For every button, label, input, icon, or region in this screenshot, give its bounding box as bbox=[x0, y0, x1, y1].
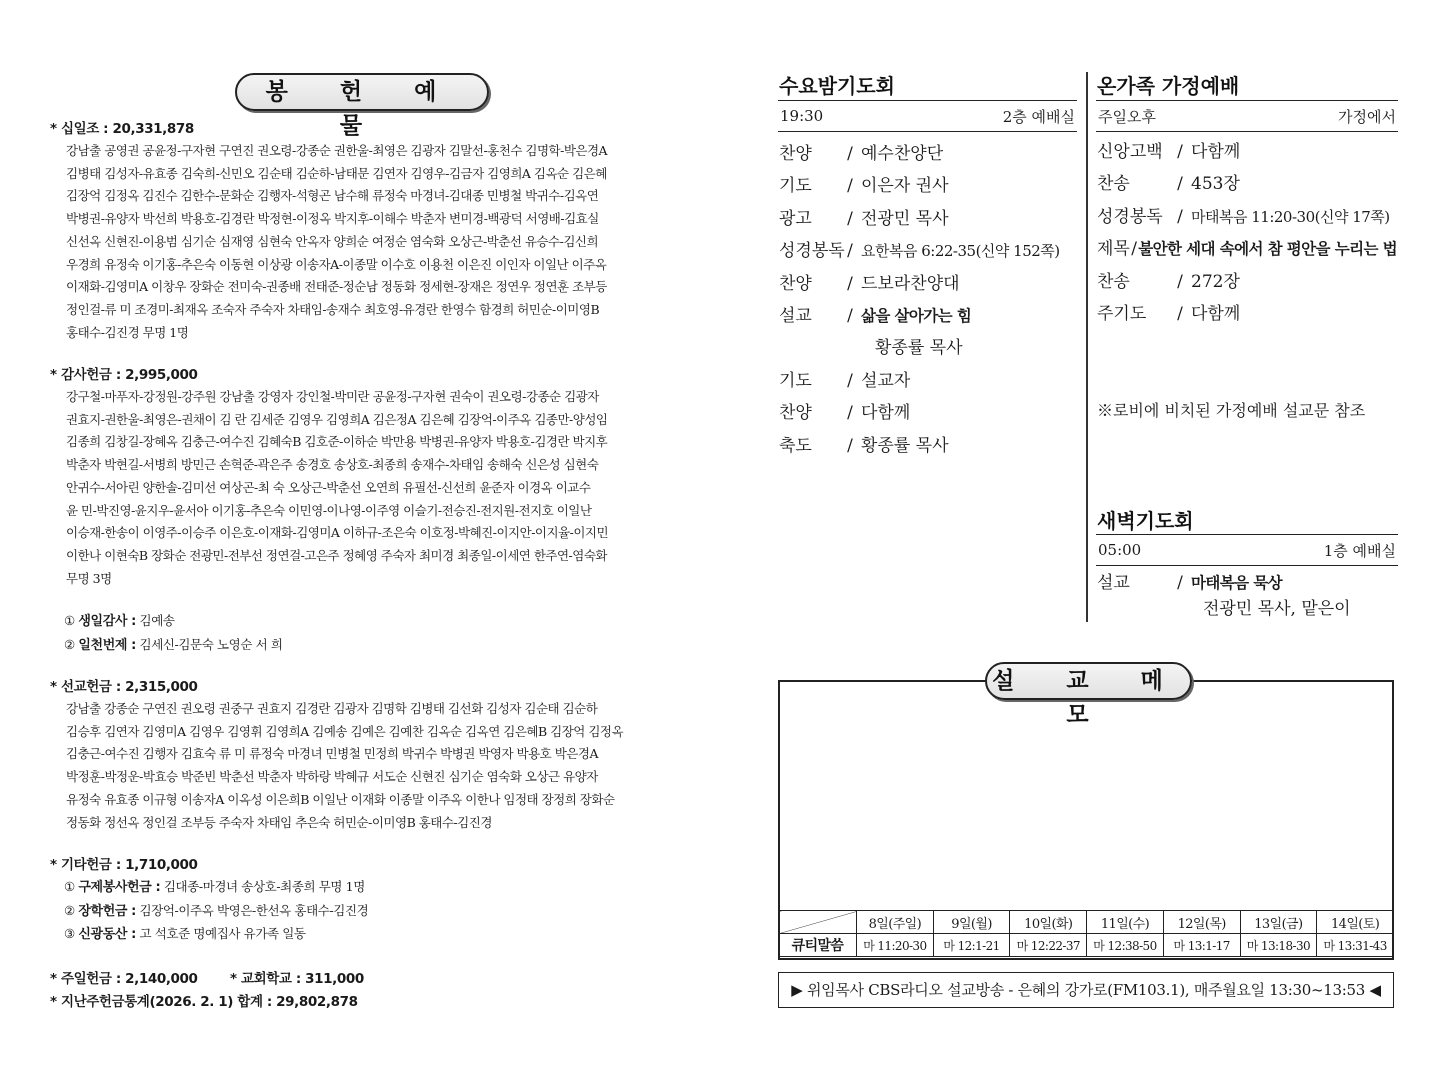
family-worship-place: 가정에서 bbox=[1338, 107, 1396, 126]
wednesday-row-slash: / bbox=[847, 241, 853, 262]
family-worship-note: ※로비에 비치된 가정예배 설교문 참조 bbox=[1097, 401, 1366, 420]
tithe-heading: * 십일조 : 20,331,878 bbox=[50, 121, 194, 137]
family-row bbox=[1097, 201, 1397, 233]
dawn-prayer-program: 설교 / 마태복음 묵상 전광민 목사, 맡은이 bbox=[1097, 570, 1397, 622]
memorial-offering-line: ③ 신광동산 : 고 석호준 명예집사 유가족 일동 bbox=[64, 926, 306, 942]
wednesday-row-value: 설교자 bbox=[861, 370, 911, 391]
family-row-slash: / bbox=[1177, 174, 1183, 195]
wednesday-row-slash: / bbox=[847, 144, 853, 164]
wednesday-program bbox=[779, 138, 1079, 462]
wednesday-row-slash: / bbox=[847, 208, 853, 229]
radio-broadcast-notice: ▶ 위임목사 CBS라디오 설교방송 - 은혜의 강가로(FM103.1), 매주월요일 13:30~13:53 ◀ bbox=[778, 972, 1394, 1008]
wednesday-title: 수요밤기도회 bbox=[779, 74, 895, 98]
dawn-sermon-preacher: 전광민 목사, 맡은이 bbox=[1203, 599, 1351, 619]
qt-reference-cell: 마 12:38-50 bbox=[1087, 934, 1164, 957]
mission-section bbox=[50, 676, 660, 834]
thousand-offering-line: ② 일천번제 : 김세신-김문숙 노영순 서 희 bbox=[64, 636, 283, 653]
wednesday-row-value: 전광민 목사 bbox=[861, 208, 949, 229]
mission-heading: * 선교헌금 : 2,315,000 bbox=[50, 679, 198, 695]
sermon-memo-title: 설 교 메 모 bbox=[985, 662, 1192, 700]
wednesday-row bbox=[779, 397, 1079, 429]
qt-day-cell: 9일(월) bbox=[933, 911, 1010, 934]
wednesday-row-slash: / bbox=[847, 370, 853, 391]
family-row-label: 신앙고백 bbox=[1097, 142, 1163, 162]
wednesday-row-label: 성경봉독 bbox=[779, 241, 845, 262]
family-row-value: 272장 bbox=[1191, 271, 1240, 292]
wednesday-row-value: 드보라찬양대 bbox=[861, 273, 960, 294]
wednesday-row-value: 황종률 목사 bbox=[861, 435, 949, 456]
wednesday-row bbox=[779, 332, 1079, 364]
wednesday-row-slash: / bbox=[847, 176, 853, 197]
wednesday-row-label bbox=[779, 332, 839, 364]
qt-reference-cell: 마 13:18-30 bbox=[1240, 934, 1317, 957]
wednesday-row-value: 예수찬양단 bbox=[861, 144, 944, 164]
wednesday-row-slash: / bbox=[847, 403, 853, 424]
wednesday-row-label: 찬양 bbox=[779, 273, 812, 294]
family-worship-program bbox=[1097, 136, 1397, 330]
qt-reference-cell: 마 12:22-37 bbox=[1010, 934, 1087, 957]
family-row-slash: / bbox=[1131, 239, 1137, 260]
tithe-names: 강남출 공영권 공윤정-구자현 구연진 권오령-강종순 권한울-최영은 김광자 김말선-홍천수 김명학-박은경A 김병태 김성자-유효종 김숙희-신민오 김순태 김순하-남태문 김연자 김영우-김금자 김영희A 김옥순 김은혜 김장억 김정옥 김진수 김한수-문화순 김행자-석형곤 남수해 류정숙 마경녀-김대종 민병철 박귀수-김옥연 박병권-유양자 박선희 박용호-김경란 박정현-이정옥 박지후-이해수 박춘자 변미경-백광덕 서영배-김효실 신선옥 신현진-이용범 심기순 심재영 심현숙 안옥자 양희순 여정순 염숙화 오상근-박춘선 유승수-김신희 우경희 유정숙 이기홍-추은숙 이동현 이상광 이송자A-이종말 이수호 이용천 이은진 이인자 이일난 이주옥 이재화-김영미A 이창우 장화순 전미숙-권종배 전태준-정순남 정동화 정세현-장재은 정연우 정연훈 조부등 정인걸-류 미 조경미-최재옥 조숙자 주숙자 차태임-송재수 최호영-유경란 한영수 함경희 허민순-이미영B 홍태수-김진경 무명 1명 bbox=[66, 143, 608, 340]
wednesday-time: 19:30 bbox=[780, 107, 824, 125]
wednesday-row-label: 찬양 bbox=[779, 403, 812, 424]
wednesday-row bbox=[779, 430, 1079, 462]
family-row bbox=[1097, 266, 1397, 298]
wednesday-row-label: 찬양 bbox=[779, 144, 812, 164]
wednesday-row bbox=[779, 235, 1079, 267]
family-row-label: 제목 bbox=[1097, 239, 1130, 260]
wednesday-row-value: 황종률 목사 bbox=[875, 338, 963, 359]
family-row bbox=[1097, 168, 1397, 200]
family-row bbox=[1097, 136, 1397, 168]
wednesday-meta bbox=[778, 100, 1077, 132]
qt-label: 큐티말씀 bbox=[779, 934, 857, 957]
qt-corner-cell bbox=[779, 911, 857, 934]
wednesday-row-slash: / bbox=[847, 273, 853, 294]
wednesday-row-value: 다함께 bbox=[861, 403, 911, 424]
family-row-value: 453장 bbox=[1191, 174, 1240, 195]
wednesday-row bbox=[779, 138, 1079, 170]
wednesday-row-value: 삶을 살아가는 힘 bbox=[861, 306, 972, 325]
family-row-slash: / bbox=[1177, 271, 1183, 292]
qt-day-cell: 11일(수) bbox=[1087, 911, 1164, 934]
family-row-slash: / bbox=[1177, 206, 1183, 227]
wednesday-row-label: 기도 bbox=[779, 176, 812, 197]
dawn-prayer-title: 새벽기도회 bbox=[1097, 509, 1194, 533]
wednesday-row-slash: / bbox=[847, 435, 853, 456]
family-row-value: 다함께 bbox=[1191, 142, 1241, 162]
family-row-value: 다함께 bbox=[1191, 303, 1241, 324]
family-row-slash: / bbox=[1177, 303, 1183, 324]
qt-day-cell: 13일(금) bbox=[1240, 911, 1317, 934]
dawn-sermon-topic: 마태복음 묵상 bbox=[1191, 574, 1283, 592]
wednesday-row bbox=[779, 268, 1079, 300]
dawn-prayer-place: 1층 예배실 bbox=[1323, 541, 1396, 560]
wednesday-row-label: 설교 bbox=[779, 305, 812, 326]
qt-reference-cell: 마 11:20-30 bbox=[857, 934, 934, 957]
qt-day-cell: 10일(화) bbox=[1010, 911, 1087, 934]
family-row-label: 성경봉독 bbox=[1097, 206, 1163, 227]
other-heading: * 기타헌금 : 1,710,000 bbox=[50, 857, 198, 873]
birthday-thanks-line: ① 생일감사 : 김예송 bbox=[64, 613, 175, 630]
column-divider bbox=[1086, 72, 1088, 622]
other-section bbox=[50, 854, 660, 947]
family-row bbox=[1097, 233, 1397, 265]
scholarship-offering-line: ② 장학헌금 : 김장억-이주옥 박영은-한선옥 홍태수-김진경 bbox=[64, 902, 369, 919]
dawn-prayer-time: 05:00 bbox=[1098, 541, 1142, 559]
qt-day-cell: 8일(주일) bbox=[857, 911, 934, 934]
wednesday-place: 2층 예배실 bbox=[1002, 107, 1075, 126]
wednesday-row-label: 축도 bbox=[779, 435, 812, 456]
qt-day-cell: 14일(토) bbox=[1317, 911, 1394, 934]
wednesday-row-slash bbox=[839, 332, 861, 364]
family-row-value: 마태복음 11:20-30(신약 17쪽) bbox=[1191, 207, 1390, 226]
family-row-slash: / bbox=[1177, 142, 1183, 162]
family-row bbox=[1097, 298, 1397, 330]
dawn-sermon-label: 설교 bbox=[1097, 573, 1130, 593]
thanks-heading: * 감사헌금 : 2,995,000 bbox=[50, 367, 198, 383]
qt-reference-cell: 마 13:1-17 bbox=[1163, 934, 1240, 957]
relief-offering-line: ① 구제봉사헌금 : 김대종-마경녀 송상호-최종희 무명 1명 bbox=[64, 879, 365, 895]
tithe-section bbox=[50, 118, 660, 344]
last-week-total: * 지난주헌금통계(2026. 2. 1) 합계 : 29,802,878 bbox=[50, 994, 358, 1010]
school-offering-total: * 교회학교 : 311,000 bbox=[230, 971, 364, 987]
sunday-offering-total: * 주일헌금 : 2,140,000 bbox=[50, 971, 198, 987]
wednesday-row-value: 이은자 권사 bbox=[861, 176, 949, 197]
wednesday-row bbox=[779, 203, 1079, 235]
family-worship-meta bbox=[1096, 100, 1398, 132]
qt-table bbox=[778, 910, 1394, 957]
qt-refs-row bbox=[779, 934, 1394, 957]
qt-reference-cell: 마 12:1-21 bbox=[933, 934, 1010, 957]
family-row-label: 찬송 bbox=[1097, 271, 1130, 292]
dawn-prayer-meta bbox=[1096, 534, 1398, 566]
family-worship-time: 주일오후 bbox=[1098, 107, 1156, 126]
family-row-label: 찬송 bbox=[1097, 174, 1130, 195]
qt-reference-cell: 마 13:31-43 bbox=[1317, 934, 1394, 957]
family-worship-title: 온가족 가정예배 bbox=[1097, 74, 1240, 98]
wednesday-row-value: 요한복음 6:22-35(신약 152쪽) bbox=[861, 242, 1060, 261]
qt-days-row bbox=[779, 911, 1394, 934]
wednesday-row bbox=[779, 300, 1079, 332]
wednesday-row bbox=[779, 365, 1079, 397]
family-row-value: 불안한 세대 속에서 참 평안을 누리는 법 bbox=[1138, 240, 1397, 259]
family-row-label: 주기도 bbox=[1097, 303, 1147, 324]
thanks-names: 강구철-마푸자-강정원-강주원 강남출 강영자 강인철-박미란 공윤정-구자현 권숙이 권오령-강종순 김광자 권효지-권한울-최영은-권채이 김 란 김세준 김영우 김영희A 김은정A 김은혜 김장억-이주옥 김종만-양성임 김종희 김창길-장혜옥 김충근-여수진 김혜숙B 김호준-이하순 박만용 박병권-유양자 박용호-김경란 박지후 박춘자 박현길-서병희 방민근 손혁준-곽은주 송경호 송상호-최종희 송재수-차태임 송해숙 신은성 심현숙 안귀수-서아린 양한솔-김미선 여상곤-최 숙 오상근-박춘선 오연희 유필선-신선희 윤준자 이경옥 이교수 윤 민-박진영-윤지우-윤서아 이기홍-추은숙 이민영-이나영-이주영 이슬기-전승진-전지원-전지호 이일난 이승재-한송이 이영주-이승주 이은호-이재화-김영미A 이하규-조은숙 이호정-박혜진-이지안-이지율-이지민 이한나 이현숙B 장화순 전광민-전부선 정연걸-고은주 정혜영 주숙자 최미경 최종일-이세연 한주연-염숙화 무명 3명 bbox=[66, 389, 609, 586]
qt-day-cell: 12일(목) bbox=[1163, 911, 1240, 934]
thanks-section bbox=[50, 364, 660, 657]
wednesday-row bbox=[779, 170, 1079, 202]
wednesday-row-slash: / bbox=[847, 305, 853, 326]
wednesday-row-label: 광고 bbox=[779, 208, 812, 229]
mission-names: 강남출 강종순 구연진 권오령 권중구 권효지 김경란 김광자 김명학 김병태 김선화 김성자 김순태 김순하 김승후 김연자 김영미A 김영우 김영휘 김영희A 김예송 김예은 김예찬 김옥순 김옥연 김은혜B 김장억 김정옥 김충근-여수진 김행자 김효숙 류 미 류정숙 마경녀 민병철 민정희 박귀수 박병권 박영자 박용호 박은경A 박정훈-박정운-박효승 박준빈 박춘선 박춘자 박하랑 박혜규 서도순 신현진 심기순 염숙화 오상근 유양자 유정숙 유효종 이규형 이송자A 이옥성 이은희B 이일난 이재화 이종말 이주옥 이한나 임정태 장정희 장화순 정동화 정선옥 정인걸 조부등 주숙자 차태임 추은숙 허민순-이미영B 홍태수-김진경 bbox=[66, 701, 624, 830]
wednesday-row-label: 기도 bbox=[779, 370, 812, 391]
offering-title: 봉 헌 예 물 bbox=[235, 73, 489, 111]
